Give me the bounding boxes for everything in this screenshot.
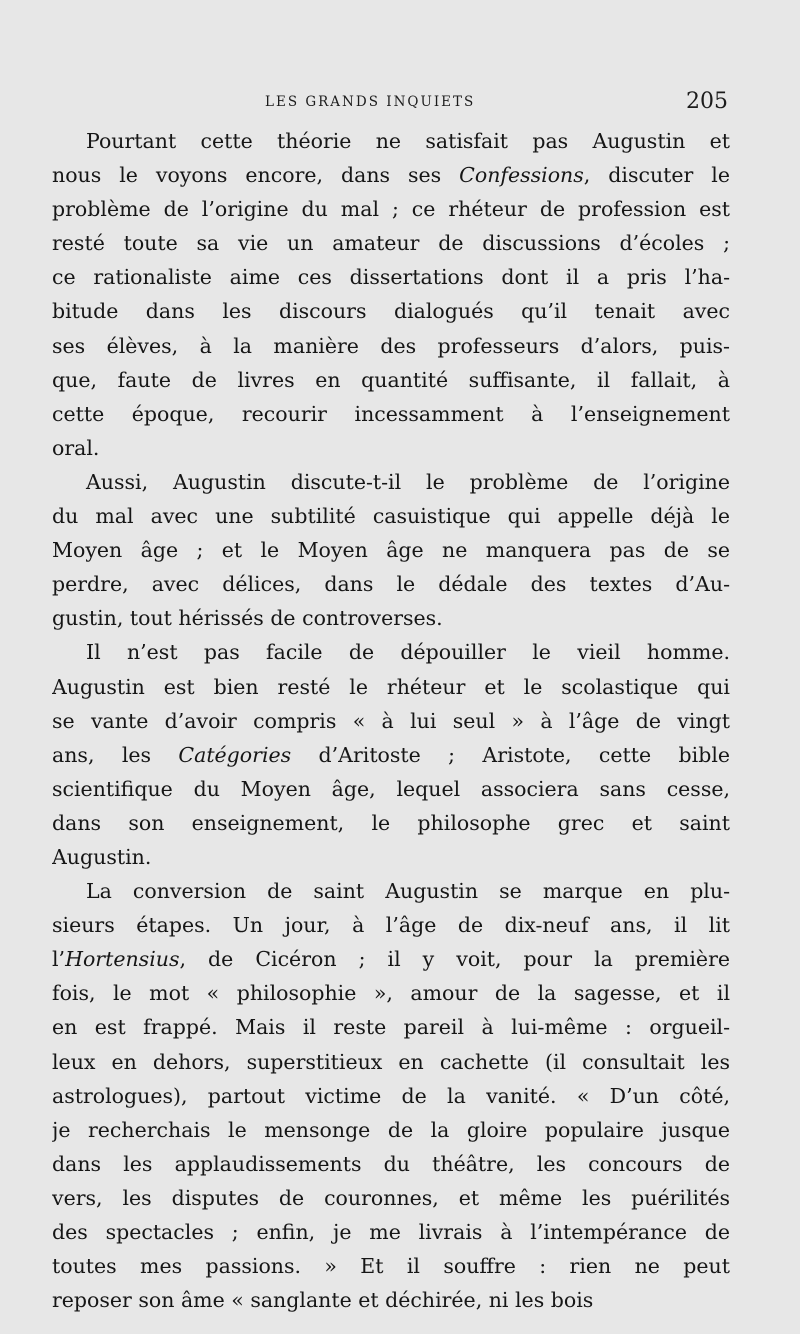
- line-text: ce rationaliste aime ces dissertations dont il a pris l’ha-: [52, 265, 730, 290]
- line-text: fois, le mot « philosophie », amour de la sagesse, et il: [52, 981, 730, 1006]
- line-text: je recherchais le mensonge de la gloire populaire jusque: [52, 1117, 730, 1142]
- line-text: des spectacles ; enfin, je me livrais à l’intempérance de: [52, 1220, 730, 1244]
- text-line: [52, 704, 730, 738]
- line-text: Pourtant cette théorie ne satisfait pas Augustin et: [86, 129, 730, 153]
- italic-title: Confessions: [459, 163, 584, 188]
- line-text: Augustin.: [52, 844, 152, 869]
- text-line: [52, 1045, 730, 1079]
- text-line: [52, 1215, 730, 1249]
- text-line: [52, 533, 730, 567]
- text-line: [52, 976, 730, 1010]
- text-line: [52, 260, 730, 294]
- text-line: [52, 124, 730, 158]
- line-text: ans, les: [52, 742, 179, 767]
- text-line: [52, 1079, 730, 1113]
- text-line: [52, 158, 730, 192]
- line-text: se vante d’avoir compris « à lui seul » à l’âge de vingt: [52, 708, 730, 733]
- text-line: [52, 670, 730, 704]
- page-number: 205: [686, 89, 728, 114]
- text-line: [52, 1249, 730, 1283]
- text-line: [52, 226, 730, 260]
- line-text: problème de l’origine du mal ; ce rhéteur de profession est: [52, 197, 730, 222]
- text-line: [52, 397, 730, 431]
- text-line: [52, 499, 730, 533]
- line-text: nous le voyons encore, dans ses: [52, 163, 460, 188]
- text-line: [52, 738, 730, 772]
- text-line: [52, 1113, 730, 1147]
- line-text: Il n’est pas facile de dépouiller le vieil homme.: [86, 640, 730, 665]
- text-line: [52, 1010, 730, 1044]
- text-line: [52, 874, 730, 908]
- body-text: [52, 124, 730, 1317]
- line-text: leux en dehors, superstitieux en cachette (il consultait les: [52, 1049, 730, 1074]
- line-text: sieurs étapes. Un jour, à l’âge de dix-neuf ans, il lit: [52, 913, 730, 938]
- line-text: oral.: [52, 435, 100, 460]
- text-line: [52, 1283, 730, 1317]
- italic-title: Hortensius: [65, 947, 180, 972]
- italic-title: Catégories: [178, 742, 292, 767]
- text-line: [52, 772, 730, 806]
- text-line: [52, 601, 730, 635]
- text-line: [52, 192, 730, 226]
- text-line: [52, 942, 730, 976]
- line-text: scientifique du Moyen âge, lequel associera sans cesse,: [52, 776, 730, 801]
- line-text: dans les applaudissements du théâtre, les concours de: [52, 1151, 730, 1176]
- text-line: [52, 1181, 730, 1215]
- line-text: resté toute sa vie un amateur de discussions d’écoles ;: [52, 231, 730, 256]
- text-line: [52, 363, 730, 397]
- line-text: dans son enseignement, le philosophe grec et saint: [52, 810, 730, 835]
- running-head: [55, 89, 728, 115]
- text-line: [52, 465, 730, 499]
- line-text: que, faute de livres en quantité suffisante, il fallait, à: [52, 367, 730, 392]
- line-text: astrologues), partout victime de la vanité. « D’un côté,: [52, 1083, 730, 1108]
- text-line: [52, 1147, 730, 1181]
- text-line: [52, 840, 730, 874]
- line-text: cette époque, recourir incessamment à l’enseignement: [52, 401, 730, 426]
- line-text: vers, les disputes de couronnes, et même les puérilités: [52, 1185, 730, 1210]
- text-line: [52, 431, 730, 465]
- running-title: LES GRANDS INQUIETS: [265, 94, 476, 110]
- line-text: , de Cicéron ; il y voit, pour la première: [179, 947, 730, 972]
- text-line: [52, 329, 730, 363]
- line-text: La conversion de saint Augustin se marque en plu-: [86, 879, 730, 904]
- text-line: [52, 635, 730, 669]
- line-text: , discuter le: [583, 163, 730, 188]
- line-text: d’Aritoste ; Aristote, cette bible: [291, 742, 730, 767]
- text-line: [52, 806, 730, 840]
- line-text: l’: [52, 947, 66, 972]
- text-line: [52, 567, 730, 601]
- text-line: [52, 294, 730, 328]
- line-text: reposer son âme « sanglante et déchirée, ni les bois: [52, 1288, 594, 1313]
- line-text: en est frappé. Mais il reste pareil à lui-même : orgueil-: [52, 1015, 730, 1040]
- line-text: toutes mes passions. » Et il souffre : rien ne peut: [52, 1254, 730, 1279]
- line-text: Aussi, Augustin discute-t-il le problème de l’origine: [86, 469, 730, 494]
- line-text: perdre, avec délices, dans le dédale des textes d’Au-: [52, 572, 730, 597]
- text-line: [52, 908, 730, 942]
- line-text: Moyen âge ; et le Moyen âge ne manquera pas de se: [52, 538, 730, 563]
- line-text: bitude dans les discours dialogués qu’il tenait avec: [52, 299, 730, 324]
- line-text: gustin, tout hérissés de controverses.: [52, 606, 443, 631]
- line-text: du mal avec une subtilité casuistique qui appelle déjà le: [52, 504, 730, 529]
- line-text: Augustin est bien resté le rhéteur et le scolastique qui: [52, 674, 730, 699]
- line-text: ses élèves, à la manière des professeurs d’alors, puis-: [52, 333, 730, 358]
